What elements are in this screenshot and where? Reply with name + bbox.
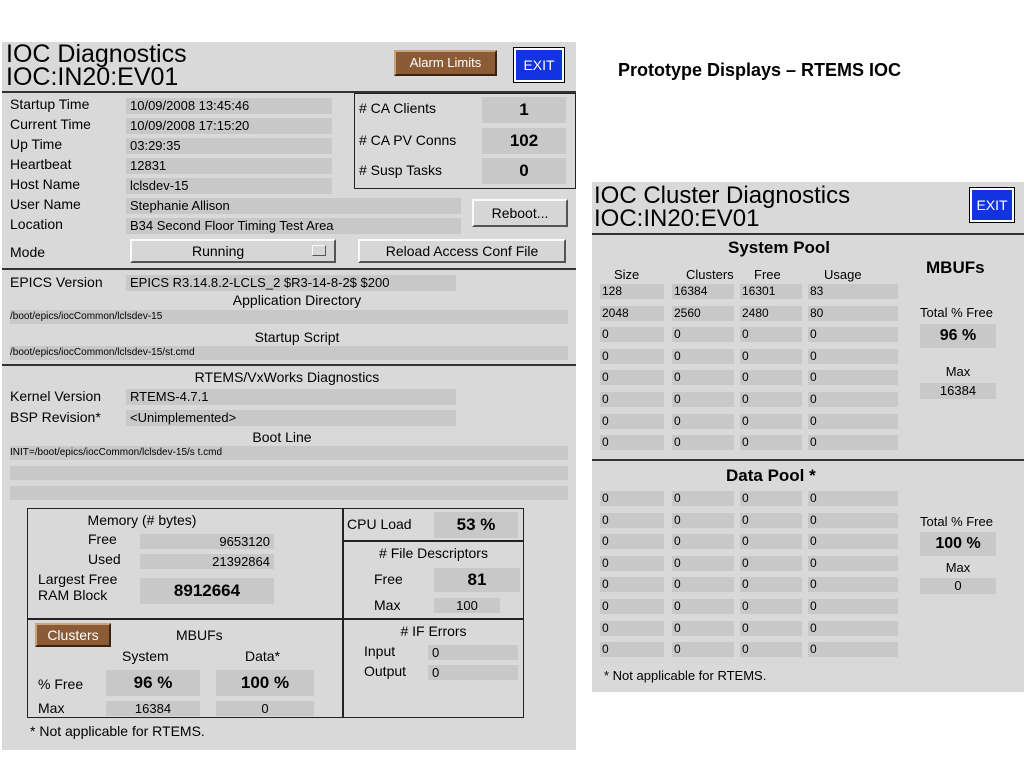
table-cell: 0 bbox=[808, 621, 898, 636]
table-cell: 0 bbox=[740, 491, 802, 506]
table-cell: 0 bbox=[808, 414, 898, 429]
table-header: Clusters bbox=[686, 267, 734, 282]
divider bbox=[592, 233, 1024, 235]
input-value: 0 bbox=[428, 645, 518, 660]
info-value: 10/09/2008 17:15:20 bbox=[126, 118, 332, 134]
susp-tasks-value: 0 bbox=[482, 158, 566, 184]
table-cell: 0 bbox=[808, 370, 898, 385]
table-cell: 0 bbox=[808, 435, 898, 450]
divider bbox=[2, 364, 576, 366]
table-cell: 0 bbox=[672, 370, 734, 385]
cluster-title: IOC Cluster Diagnostics bbox=[594, 182, 851, 209]
info-label: User Name bbox=[10, 196, 81, 212]
table-cell: 0 bbox=[808, 577, 898, 592]
table-cell: 0 bbox=[600, 435, 664, 450]
exit-button[interactable]: EXIT bbox=[514, 48, 564, 82]
table-cell: 0 bbox=[672, 327, 734, 342]
table-cell: 0 bbox=[600, 414, 664, 429]
dropdown-indicator-icon bbox=[312, 245, 326, 256]
table-cell: 80 bbox=[808, 306, 898, 321]
mbufs-heading: MBUFs bbox=[926, 258, 985, 277]
susp-tasks-label: # Susp Tasks bbox=[359, 162, 443, 178]
info-value: 12831 bbox=[126, 158, 332, 174]
largest-free-value: 8912664 bbox=[140, 578, 274, 604]
mbuf-max-label: Max bbox=[38, 700, 65, 716]
table-cell: 0 bbox=[740, 349, 802, 364]
info-label: Up Time bbox=[10, 136, 63, 152]
fd-free-label: Free bbox=[374, 571, 403, 587]
startup-script-label: Startup Script bbox=[254, 329, 340, 345]
info-value: lclsdev-15 bbox=[126, 178, 332, 194]
kernel-version-value: RTEMS-4.7.1 bbox=[126, 389, 456, 405]
mode-dropdown[interactable] bbox=[130, 239, 336, 263]
percent-free-label: % Free bbox=[38, 676, 84, 692]
data-pool-label: Data Pool * bbox=[726, 466, 816, 485]
table-cell: 16384 bbox=[672, 284, 734, 299]
reload-access-button[interactable]: Reload Access Conf File bbox=[358, 239, 566, 263]
table-cell: 0 bbox=[672, 642, 734, 657]
boot-line-value: INIT=/boot/epics/iocCommon/lclsdev-15/s t.cmd bbox=[10, 446, 568, 460]
free-label: Free bbox=[88, 531, 117, 547]
table-cell: 0 bbox=[672, 491, 734, 506]
slide-title: Prototype Displays – RTEMS IOC bbox=[618, 60, 902, 80]
table-cell: 0 bbox=[672, 435, 734, 450]
cpu-load-value: 53 % bbox=[434, 512, 518, 538]
table-cell: 2480 bbox=[740, 306, 802, 321]
free-value: 9653120 bbox=[140, 534, 274, 549]
table-cell: 2560 bbox=[672, 306, 734, 321]
if-errors-label: # IF Errors bbox=[400, 623, 467, 639]
system-pool-label: System Pool bbox=[728, 238, 831, 257]
ca-clients-value: 1 bbox=[482, 97, 566, 123]
ioc-title: IOC Diagnostics bbox=[6, 40, 187, 68]
fd-free-value: 81 bbox=[434, 568, 520, 592]
app-dir-value: /boot/epics/iocCommon/lclsdev-15 bbox=[10, 310, 568, 324]
data-column-label: Data* bbox=[245, 648, 281, 664]
boot-line-label: Boot Line bbox=[252, 429, 312, 445]
table-cell: 0 bbox=[672, 621, 734, 636]
cluster-ioc-name: IOC:IN20:EV01 bbox=[594, 205, 760, 232]
info-label: Heartbeat bbox=[10, 156, 72, 172]
table-cell: 0 bbox=[740, 414, 802, 429]
ioc-diagnostics-panel bbox=[2, 42, 576, 750]
reboot-button[interactable]: Reboot... bbox=[472, 199, 568, 227]
input-label: Input bbox=[364, 643, 396, 659]
ioc-name: IOC:IN20:EV01 bbox=[6, 63, 179, 91]
system-column-label: System bbox=[122, 648, 169, 664]
table-cell: 0 bbox=[672, 556, 734, 571]
table-cell: 0 bbox=[672, 414, 734, 429]
table-cell: 0 bbox=[672, 577, 734, 592]
system-total-free-label: Total % Free bbox=[920, 305, 993, 320]
table-cell: 0 bbox=[600, 599, 664, 614]
ca-pv-label: # CA PV Conns bbox=[359, 132, 457, 148]
table-cell: 0 bbox=[740, 642, 802, 657]
table-cell: 0 bbox=[672, 513, 734, 528]
mbufs-label: MBUFs bbox=[176, 627, 223, 643]
cpu-load-label: CPU Load bbox=[347, 516, 412, 532]
fd-max-label: Max bbox=[374, 597, 401, 613]
startup-script-value: /boot/epics/iocCommon/lclsdev-15/st.cmd bbox=[10, 346, 568, 360]
ca-pv-value: 102 bbox=[482, 128, 566, 154]
table-cell: 0 bbox=[600, 621, 664, 636]
table-cell: 0 bbox=[600, 327, 664, 342]
table-cell: 0 bbox=[740, 392, 802, 407]
table-cell: 0 bbox=[808, 327, 898, 342]
table-cell: 0 bbox=[808, 599, 898, 614]
table-cell: 0 bbox=[740, 599, 802, 614]
table-cell: 0 bbox=[740, 534, 802, 549]
table-cell: 0 bbox=[740, 435, 802, 450]
table-cell: 16301 bbox=[740, 284, 802, 299]
cluster-exit-button[interactable]: EXIT bbox=[970, 188, 1014, 222]
divider bbox=[2, 268, 576, 270]
fd-max-value: 100 bbox=[434, 598, 500, 613]
table-cell: 2048 bbox=[600, 306, 664, 321]
system-total-free-value: 96 % bbox=[920, 324, 996, 348]
table-cell: 0 bbox=[600, 349, 664, 364]
table-cell: 0 bbox=[740, 513, 802, 528]
table-cell: 0 bbox=[808, 642, 898, 657]
largest-free-label: Largest Free bbox=[38, 571, 118, 587]
file-descriptors-label: # File Descriptors bbox=[379, 545, 488, 561]
mode-label: Mode bbox=[10, 244, 46, 260]
table-cell: 0 bbox=[600, 577, 664, 592]
cluster-footnote: * Not applicable for RTEMS. bbox=[604, 668, 767, 683]
table-cell: 0 bbox=[808, 513, 898, 528]
table-cell: 0 bbox=[808, 349, 898, 364]
table-cell: 0 bbox=[808, 491, 898, 506]
table-cell: 0 bbox=[600, 513, 664, 528]
table-cell: 0 bbox=[672, 599, 734, 614]
info-label: Startup Time bbox=[10, 96, 90, 112]
table-cell: 0 bbox=[600, 392, 664, 407]
table-cell: 0 bbox=[600, 491, 664, 506]
ioc-footnote: * Not applicable for RTEMS. bbox=[30, 723, 205, 739]
table-cell: 0 bbox=[672, 349, 734, 364]
table-cell: 0 bbox=[808, 392, 898, 407]
data-total-free-label: Total % Free bbox=[920, 514, 993, 529]
table-cell: 83 bbox=[808, 284, 898, 299]
info-label: Location bbox=[10, 216, 63, 232]
alarm-limits-button[interactable]: Alarm Limits bbox=[394, 50, 497, 76]
info-label: Current Time bbox=[10, 116, 91, 132]
percent-free-data: 100 % bbox=[216, 670, 314, 696]
kernel-version-label: Kernel Version bbox=[10, 388, 102, 404]
table-cell: 0 bbox=[740, 556, 802, 571]
system-max-label: Max bbox=[945, 364, 971, 379]
table-cell: 0 bbox=[600, 556, 664, 571]
table-header: Free bbox=[754, 267, 781, 282]
table-cell: 0 bbox=[672, 392, 734, 407]
used-value: 21392864 bbox=[140, 554, 274, 569]
epics-version-label: EPICS Version bbox=[10, 274, 103, 290]
memory-label: Memory (# bytes) bbox=[87, 512, 197, 528]
table-cell: 128 bbox=[600, 284, 664, 299]
info-value: B34 Second Floor Timing Test Area bbox=[126, 218, 461, 234]
boot-line-extra-1 bbox=[10, 466, 568, 480]
output-value: 0 bbox=[428, 665, 518, 680]
boot-line-extra-2 bbox=[10, 486, 568, 500]
table-cell: 0 bbox=[808, 534, 898, 549]
ca-clients-label: # CA Clients bbox=[359, 100, 437, 116]
bsp-revision-label: BSP Revision* bbox=[10, 409, 101, 425]
app-dir-label: Application Directory bbox=[232, 292, 362, 308]
percent-free-system: 96 % bbox=[106, 670, 200, 696]
info-value: 10/09/2008 13:45:46 bbox=[126, 98, 332, 114]
table-cell: 0 bbox=[672, 534, 734, 549]
table-cell: 0 bbox=[740, 621, 802, 636]
clusters-button[interactable]: Clusters bbox=[35, 623, 111, 647]
mode-value: Running bbox=[192, 243, 245, 259]
info-label: Host Name bbox=[10, 176, 81, 192]
info-value: Stephanie Allison bbox=[126, 198, 461, 214]
table-cell: 0 bbox=[740, 577, 802, 592]
bsp-revision-value: <Unimplemented> bbox=[126, 410, 456, 426]
epics-version-value: EPICS R3.14.8.2-LCLS_2 $R3-14-8-2$ $200 bbox=[126, 275, 456, 291]
mbuf-max-system: 16384 bbox=[106, 701, 200, 716]
data-total-free-value: 100 % bbox=[920, 532, 996, 556]
mbuf-max-data: 0 bbox=[216, 701, 314, 716]
divider bbox=[592, 459, 1024, 461]
data-max-label: Max bbox=[945, 560, 971, 575]
table-cell: 0 bbox=[600, 370, 664, 385]
table-cell: 0 bbox=[600, 642, 664, 657]
output-label: Output bbox=[364, 663, 407, 679]
cluster-diagnostics-panel bbox=[592, 182, 1024, 692]
info-value: 03:29:35 bbox=[126, 138, 332, 154]
ram-block-label: RAM Block bbox=[38, 587, 108, 603]
table-header: Size bbox=[614, 267, 640, 282]
table-cell: 0 bbox=[740, 327, 802, 342]
rtems-diagnostics-label: RTEMS/VxWorks Diagnostics bbox=[194, 369, 380, 385]
used-label: Used bbox=[88, 551, 121, 567]
table-header: Usage bbox=[824, 267, 862, 282]
table-cell: 0 bbox=[808, 556, 898, 571]
table-cell: 0 bbox=[740, 370, 802, 385]
system-max-value: 16384 bbox=[920, 383, 996, 399]
data-max-value: 0 bbox=[920, 578, 996, 594]
table-cell: 0 bbox=[600, 534, 664, 549]
